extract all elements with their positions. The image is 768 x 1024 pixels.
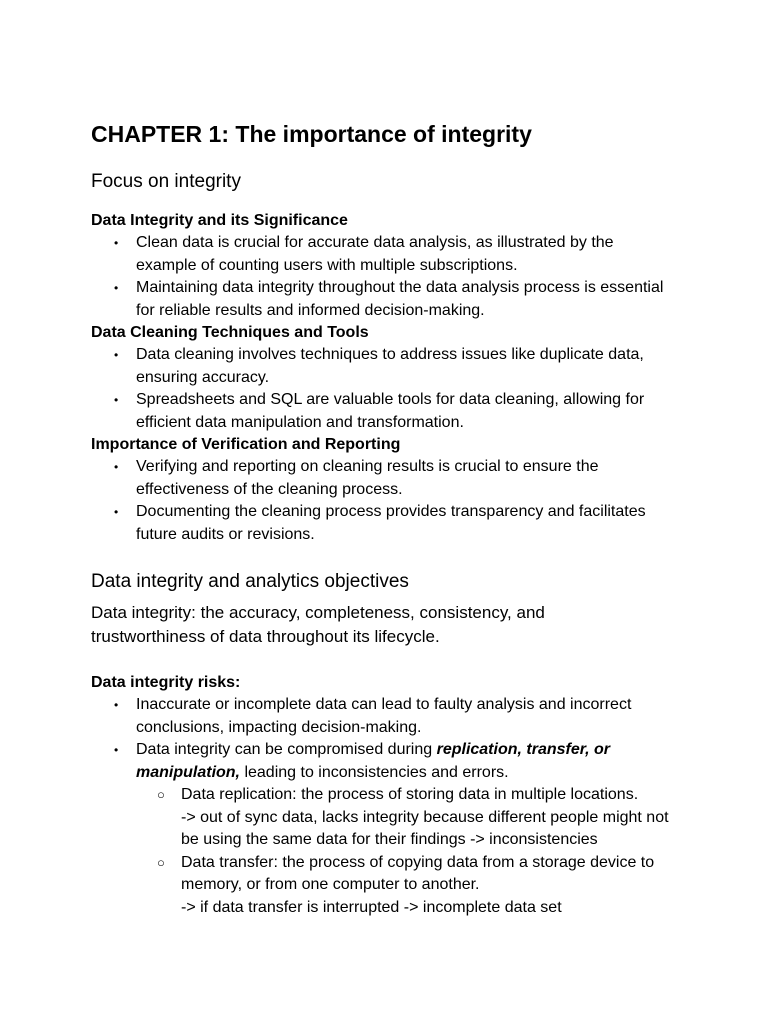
bullet-marker: • bbox=[114, 460, 119, 474]
list-item bbox=[91, 501, 676, 546]
sub-bullet-list bbox=[136, 784, 676, 919]
subsection-heading-significance: Data Integrity and its Significance bbox=[91, 212, 348, 229]
sub-list-item-text: Data transfer: the process of copying data from a storage device to memory, or from one computer to another. bbox=[181, 853, 655, 893]
section-heading-objectives: Data integrity and analytics objectives bbox=[91, 571, 409, 592]
subsection-heading-cleaning: Data Cleaning Techniques and Tools bbox=[91, 324, 369, 341]
list-item-text bbox=[136, 741, 610, 781]
list-item bbox=[91, 344, 676, 389]
bullet-list-significance bbox=[91, 232, 676, 322]
bullet-marker: • bbox=[114, 743, 119, 757]
list-item-text: Clean data is crucial for accurate data analysis, as illustrated by the example of counting users with multiple subscriptions. bbox=[136, 234, 614, 274]
sub-list-item-text: Data replication: the process of storing data in multiple locations. bbox=[181, 786, 639, 803]
bullet-list-verification bbox=[91, 456, 676, 546]
bullet-marker: • bbox=[114, 505, 119, 519]
list-item bbox=[91, 277, 676, 322]
list-item bbox=[91, 739, 676, 919]
sub-list-item-note: -> out of sync data, lacks integrity because different people might not be using the same data for their findings -> inconsistencies bbox=[181, 808, 669, 848]
bullet-marker: • bbox=[114, 348, 119, 362]
list-item-text: Inaccurate or incomplete data can lead to faulty analysis and incorrect conclusions, impacting decision-making. bbox=[136, 696, 632, 736]
subsection-heading-verification: Importance of Verification and Reporting bbox=[91, 436, 401, 453]
section-heading-focus: Focus on integrity bbox=[91, 171, 241, 192]
risks-heading: Data integrity risks: bbox=[91, 674, 241, 691]
list-item bbox=[91, 389, 676, 434]
risk-text-emphasis: replication, transfer, or manipulation, bbox=[136, 741, 610, 781]
list-item-text: Verifying and reporting on cleaning results is crucial to ensure the effectiveness of the cleaning process. bbox=[136, 458, 599, 498]
bullet-marker: • bbox=[114, 236, 119, 250]
sub-bullet-marker: ○ bbox=[157, 854, 165, 870]
bullet-marker: • bbox=[114, 393, 119, 407]
chapter-title: CHAPTER 1: The importance of integrity bbox=[91, 121, 532, 147]
sub-list-item bbox=[136, 852, 676, 920]
sub-bullet-marker: ○ bbox=[157, 787, 165, 802]
list-item-text: Data cleaning involves techniques to address issues like duplicate data, ensuring accuracy. bbox=[136, 346, 644, 386]
sub-list-item bbox=[136, 784, 676, 852]
list-item bbox=[91, 456, 676, 501]
list-item bbox=[91, 694, 676, 739]
list-item bbox=[91, 232, 676, 277]
risk-text-suffix: leading to inconsistencies and errors. bbox=[240, 763, 509, 781]
list-item-text: Maintaining data integrity throughout the data analysis process is essential for reliable results and informed decision-making. bbox=[136, 279, 664, 319]
bullet-marker: • bbox=[114, 698, 119, 712]
bullet-list-risks bbox=[91, 694, 676, 919]
bullet-list-cleaning bbox=[91, 344, 676, 434]
bullet-marker: • bbox=[114, 281, 119, 295]
list-item-text: Spreadsheets and SQL are valuable tools for data cleaning, allowing for efficient data manipulation and transformation. bbox=[136, 391, 645, 431]
sub-list-item-note: -> if data transfer is interrupted -> incomplete data set bbox=[181, 898, 562, 916]
definition-paragraph: Data integrity: the accuracy, completeness, consistency, and trustworthiness of data throughout its lifecycle. bbox=[91, 603, 545, 646]
list-item-text: Documenting the cleaning process provides transparency and facilitates future audits or revisions. bbox=[136, 503, 646, 543]
risk-text-prefix: Data integrity can be compromised during bbox=[136, 741, 437, 758]
